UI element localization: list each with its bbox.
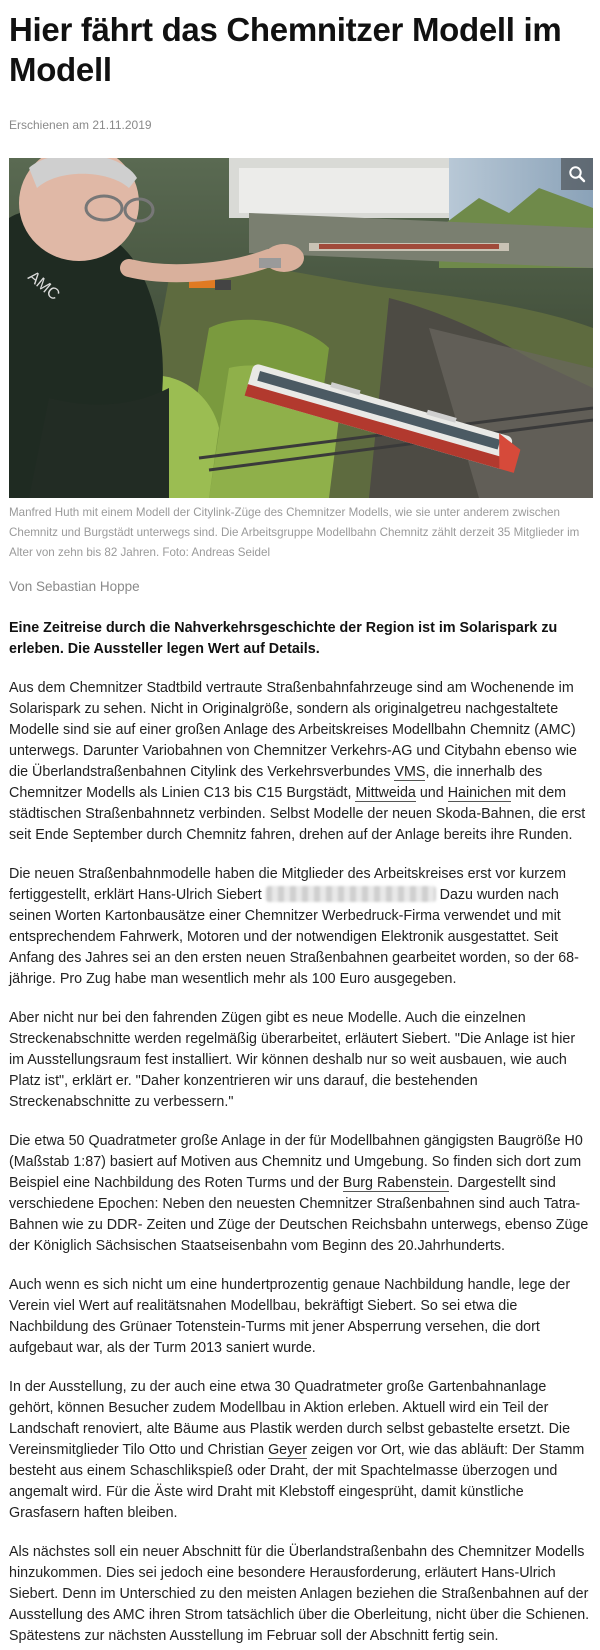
paragraph-text: , die innerhalb des Chemnitzer Modells als Linien C13 bis C15 Burgstädt, [9,764,543,801]
magnifier-icon [568,165,586,183]
paragraph-text: Dazu wurden nach seinen Worten Kartonbausätze einer Chemnitzer Werbedruck-Firma verwendet und mit entsprechendem Fahrwerk, Motoren und der notwendigen Elektronik ausgestattet. Seit Anfang des Jahres sei an den ersten neuen Straßenbahnen gearbeitet worden, so der 68-jährige. Pro Zug habe man wesentlich mehr als 100 Euro ausgegeben. [9,887,579,987]
article [9,0,593,1647]
body-paragraph-1 [9,678,593,846]
redacted-region [266,886,436,902]
lead-paragraph: Eine Zeitreise durch die Nahverkehrsgeschichte der Region ist im Solarispark zu erleben. Die Aussteller legen Wert auf Details. [9,620,558,657]
paragraph-text: mit dem städtischen Straßenbahnnetz verbinden. Selbst Modelle der neuen Skoda-Bahnen, die erst seit Ende September durch Chemnitz fahren, drehen auf der Anlage bereits ihre Runden. [9,785,586,843]
body-paragraph-5: Auch wenn es sich nicht um eine hundertprozentig genaue Nachbildung handle, lege der Verein viel Wert auf realitätsnahen Modellbau, bekräftigt Siebert. So sei etwa die Nachbildung des Grünaer Totenstein-Turms mit jener Absperrung versehen, die dort aufgebaut war, als der Turm 2013 saniert wurde. [9,1277,571,1356]
photo-caption: Manfred Huth mit einem Modell der Citylink-Züge des Chemnitzer Modells, wie sie unter anderem zwischen Chemnitz und Burgstädt unterwegs sind. Die Arbeitsgruppe Modellbahn Chemnitz zählt derzeit 35 Mitglieder im Alter von zehn bis 82 Jahren. Foto: Andreas Seidel [9,506,580,559]
article-photo[interactable] [9,158,593,498]
shirt-logo-text: AMC [24,268,63,304]
link-mittweida[interactable]: Mittweida [355,785,416,801]
paragraph-text: Aus dem Chemnitzer Stadtbild vertraute Straßenbahnfahrzeuge sind am Wochenende im Solarispark zu sehen. Nicht in Originalgröße, sondern als originalgetreu nachgestaltete Modelle sind sie auf einer großen Anlage des Arbeitskreises Modellbahn Chemnitz (AMC) unterwegs. Darunter Variobahnen von Chemnitzer Verkehrs-AG und Citybahn ebenso wie die Überlandstraßenbahnen Citylink des Verkehrsverbundes [9,680,577,780]
body-paragraph-4 [9,1131,593,1257]
body-paragraph-7: Als nächstes soll ein neuer Abschnitt für die Überlandstraßenbahn des Chemnitzer Modells hinzukommen. Dies sei jedoch eine besondere Herausforderung, erläutert Hans-Ulrich Siebert. Denn im Unterschied zu den meisten Anlagen beziehen die Straßenbahnen auf der Ausstellung des AMC ihren Strom tatsächlich über die Oberleitung, nicht über die Schienen. Spätestens zur nächsten Ausstellung im Februar soll der Abschnitt fertig sein. [9,1544,590,1644]
link-geyer[interactable]: Geyer [268,1442,307,1458]
photo-illustration [9,158,593,498]
paragraph-text: . Dargestellt sind verschiedene Epochen: Neben den neuesten Chemnitzer Straßenbahnen sind auch Tatra-Bahnen wie zu DDR- Zeiten und Züge der Deutschen Reichsbahn unterwegs, ebenso Züge der Königlich Sächsischen Staatseisenbahn vom Beginn des 20.Jahrhunderts. [9,1175,589,1254]
paragraph-text: Die neuen Straßenbahnmodelle haben die Mitglieder des Arbeitskreises erst vor kurzem fertiggestellt, erklärt Hans-Ulrich Siebert [9,866,567,903]
publish-date: Erschienen am 21.11.2019 [9,118,152,132]
body-paragraph-6 [9,1377,593,1524]
paragraph-text: zeigen vor Ort, wie das abläuft: Der Stamm besteht aus einem Schaschlikspieß oder Draht, der mit Spachtelmasse überzogen und angemalt wird. Für die Äste wird Draht mit Klebstoff eingesprüht, damit künstliche Grasfasern haften bleiben. [9,1442,585,1521]
byline: Von Sebastian Hoppe [9,579,140,594]
zoom-button[interactable] [561,158,593,190]
link-vms[interactable]: VMS [394,764,426,780]
body-paragraph-3: Aber nicht nur bei den fahrenden Zügen gibt es neue Modelle. Auch die einzelnen Streckenabschnitte werden regelmäßig überarbeitet, erläutert Siebert. "Die Anlage ist hier im Ausstellungsraum fest installiert. Wir können deshalb nur so weit ausbauen, wie auch Platz ist", erklärt er. "Daher konzentrieren wir uns darauf, die bestehenden Streckenabschnitte zu verbessern." [9,1010,576,1110]
paragraph-text: Die etwa 50 Quadratmeter große Anlage in der für Modellbahnen gängigsten Baugröße H0 (Maßstab 1:87) basiert auf Motiven aus Chemnitz und Umgebung. So finden sich dort zum Beispiel eine Nachbildung des Roten Turms und der [9,1133,583,1191]
article-title: Hier fährt das Chemnitzer Modell im Modell [9,11,562,88]
paragraph-text: und [415,785,448,801]
paragraph-text: In der Ausstellung, zu der auch eine etwa 30 Quadratmeter große Gartenbahnanlage gehört, können Besucher zudem Modellbau in Aktion erleben. Aktuell wird ein Teil der Landschaft renoviert, alte Bäume aus Plastik werden durch selbst gebastelte ersetzt. Die Vereinsmitglieder Tilo Otto und Christian [9,1379,571,1458]
link-hainichen[interactable]: Hainichen [447,785,512,801]
link-burg-rabenstein[interactable]: Burg Rabenstein [342,1175,450,1191]
body-paragraph-2 [9,864,593,990]
